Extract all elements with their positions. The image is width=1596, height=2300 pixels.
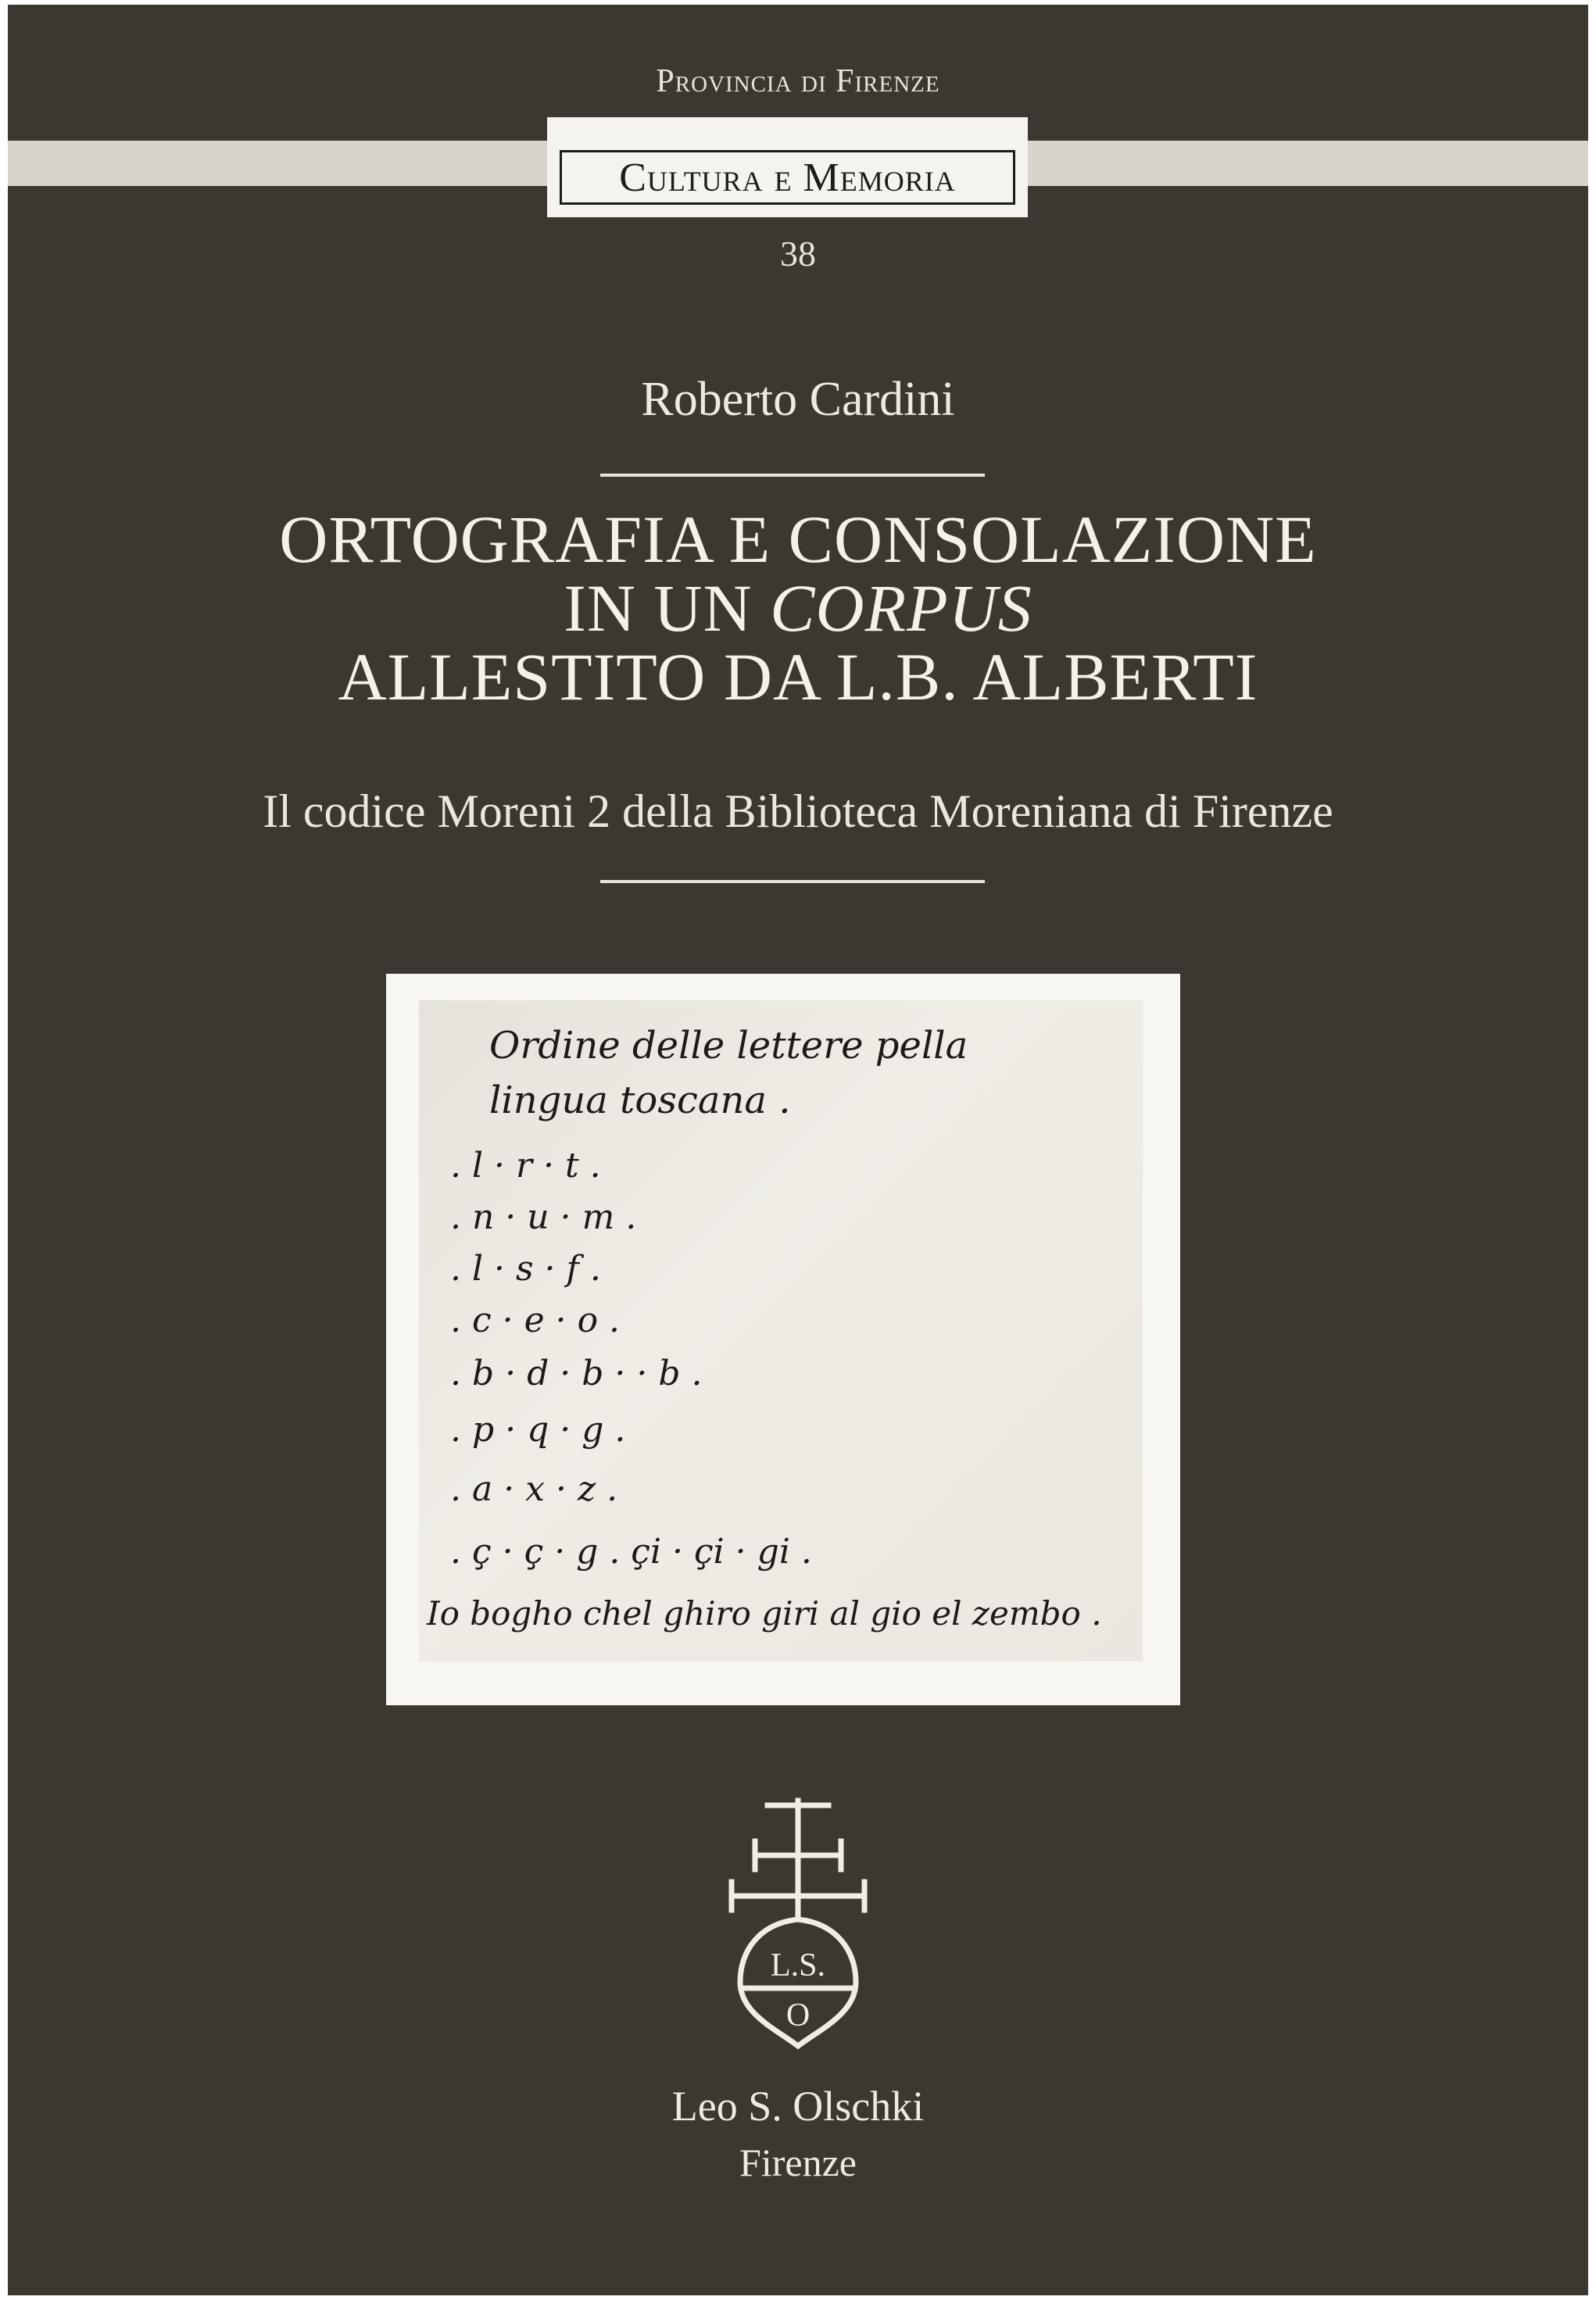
title-line-2-prefix: IN UN <box>564 571 771 646</box>
title-line-2-italic: CORPUS <box>770 571 1032 646</box>
manuscript-line: Io bogho chel ghiro giri al gio el zembo . <box>427 1594 1102 1633</box>
manuscript-plate <box>386 974 1180 1705</box>
manuscript-line: . c · e · o . <box>450 1300 621 1340</box>
book-subtitle: Il codice Moreni 2 della Biblioteca Moreniana di Firenze <box>263 785 1333 837</box>
manuscript-line: . a · x · z . <box>450 1469 618 1509</box>
emblem-letter: O <box>785 1998 811 2034</box>
publisher-emblem-icon <box>711 1794 885 2052</box>
divider-rule <box>600 474 985 477</box>
manuscript-line: . ç · ç · g . çi · çi · gi . <box>450 1532 812 1572</box>
title-line-1: ORTOGRAFIA E CONSOLAZIONE <box>279 502 1317 577</box>
manuscript-line: . b · d · b · · b . <box>450 1354 703 1393</box>
manuscript-line: lingua toscana . <box>489 1078 791 1122</box>
series-number: 38 <box>780 234 816 274</box>
title-line-3: ALLESTITO DA L.B. ALBERTI <box>338 639 1258 714</box>
book-cover <box>8 5 1588 2295</box>
publisher-city: Firenze <box>739 2141 857 2184</box>
manuscript-line: . n · u · m . <box>450 1197 637 1237</box>
author-name: Roberto Cardini <box>641 373 955 426</box>
publisher-name: Leo S. Olschki <box>671 2083 925 2130</box>
series-label-frame <box>560 150 1015 205</box>
series-band-left <box>8 141 547 186</box>
manuscript-line: Ordine delle lettere pella <box>489 1024 968 1068</box>
manuscript-line: . l · r · t . <box>450 1146 601 1186</box>
book-title <box>8 502 1588 714</box>
divider-rule <box>600 880 985 883</box>
series-label-box <box>547 117 1028 217</box>
title-line-2 <box>8 571 1588 646</box>
emblem-initials: L.S. <box>770 1948 826 1983</box>
series-name: Cultura e Memoria <box>619 155 956 200</box>
manuscript-line: . p · q · g . <box>450 1410 626 1450</box>
manuscript-image <box>419 1000 1143 1662</box>
series-province: Provincia di Firenze <box>656 63 940 99</box>
manuscript-line: . l · s · f . <box>450 1249 601 1289</box>
series-band-right <box>1028 141 1588 186</box>
